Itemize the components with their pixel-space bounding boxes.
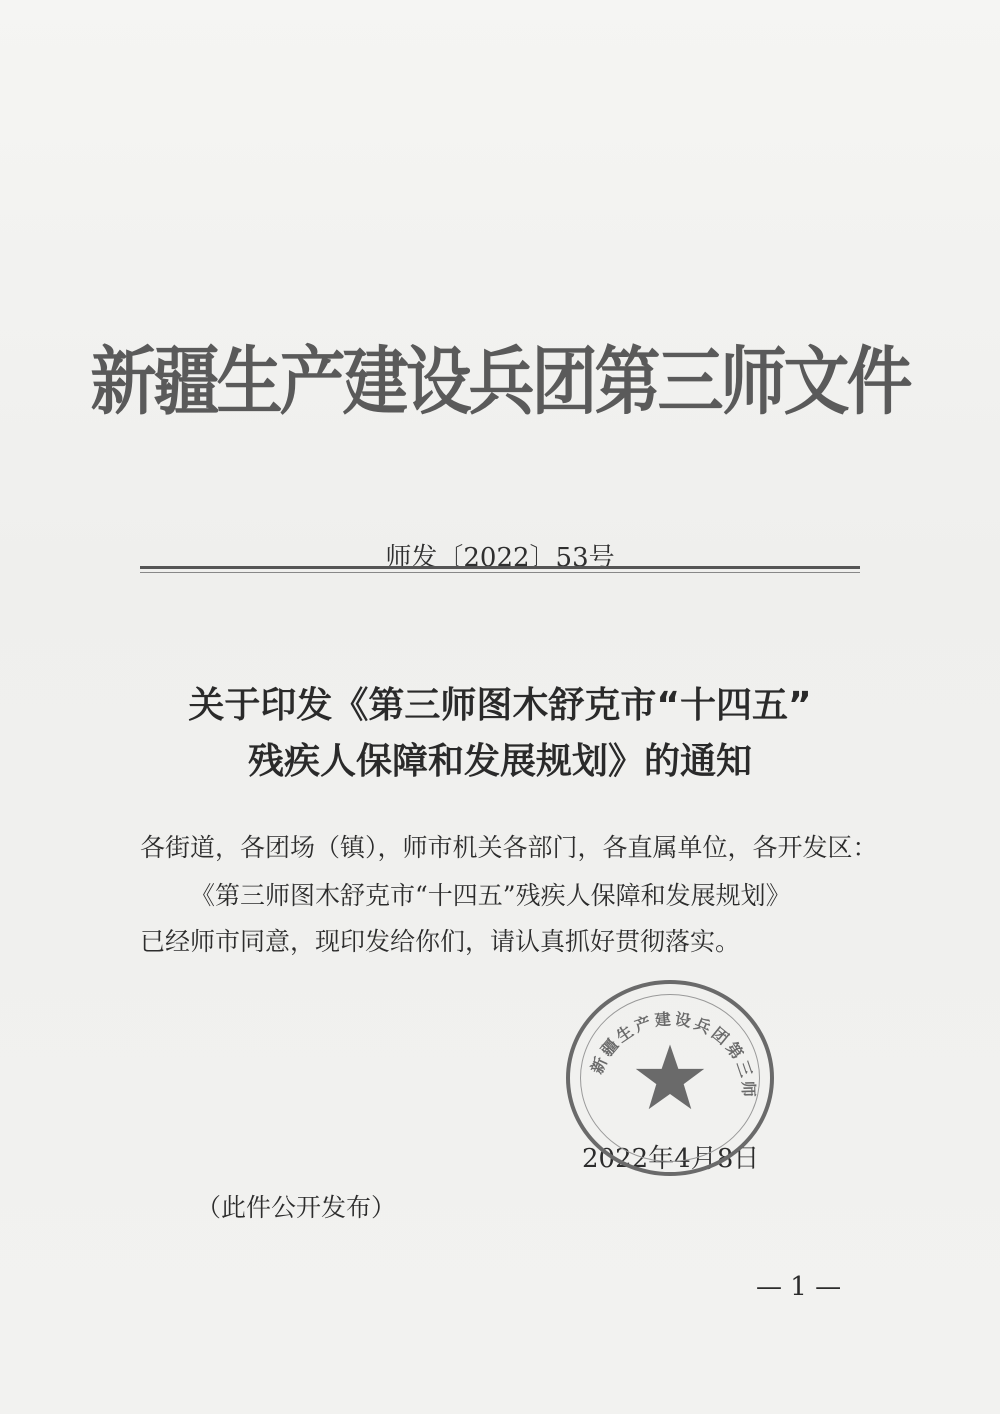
star-icon (632, 1040, 708, 1116)
seal-text: 新疆生产建设兵团第三师 (587, 1009, 759, 1101)
subject-line-1: 关于印发《第三师图木舒克市“十四五” (188, 685, 812, 726)
body-line-1: 《第三师图木舒克市“十四五”残疾人保障和发展规划》 (190, 881, 791, 910)
official-seal (566, 980, 774, 1176)
header-divider (140, 566, 860, 569)
recipients-line: 各街道，各团场（镇），师市机关各部门，各直属单位，各开发区： (140, 833, 878, 862)
header-divider-thin (140, 572, 860, 573)
document-subject (0, 678, 1000, 790)
document-header-title: 新疆生产建设兵团第三师文件 (90, 338, 910, 426)
body-line-2: 已经师市同意，现印发给你们，请认真抓好贯彻落实。 (140, 927, 741, 956)
subject-line-2: 残疾人保障和发展规划》的通知 (247, 741, 752, 782)
page-number: — 1 — (756, 1272, 842, 1302)
issue-date: 2022年4月8日 (582, 1144, 760, 1174)
publication-note: （此件公开发布） (196, 1193, 397, 1222)
document-number: 师发〔2022〕53号 (385, 543, 615, 573)
